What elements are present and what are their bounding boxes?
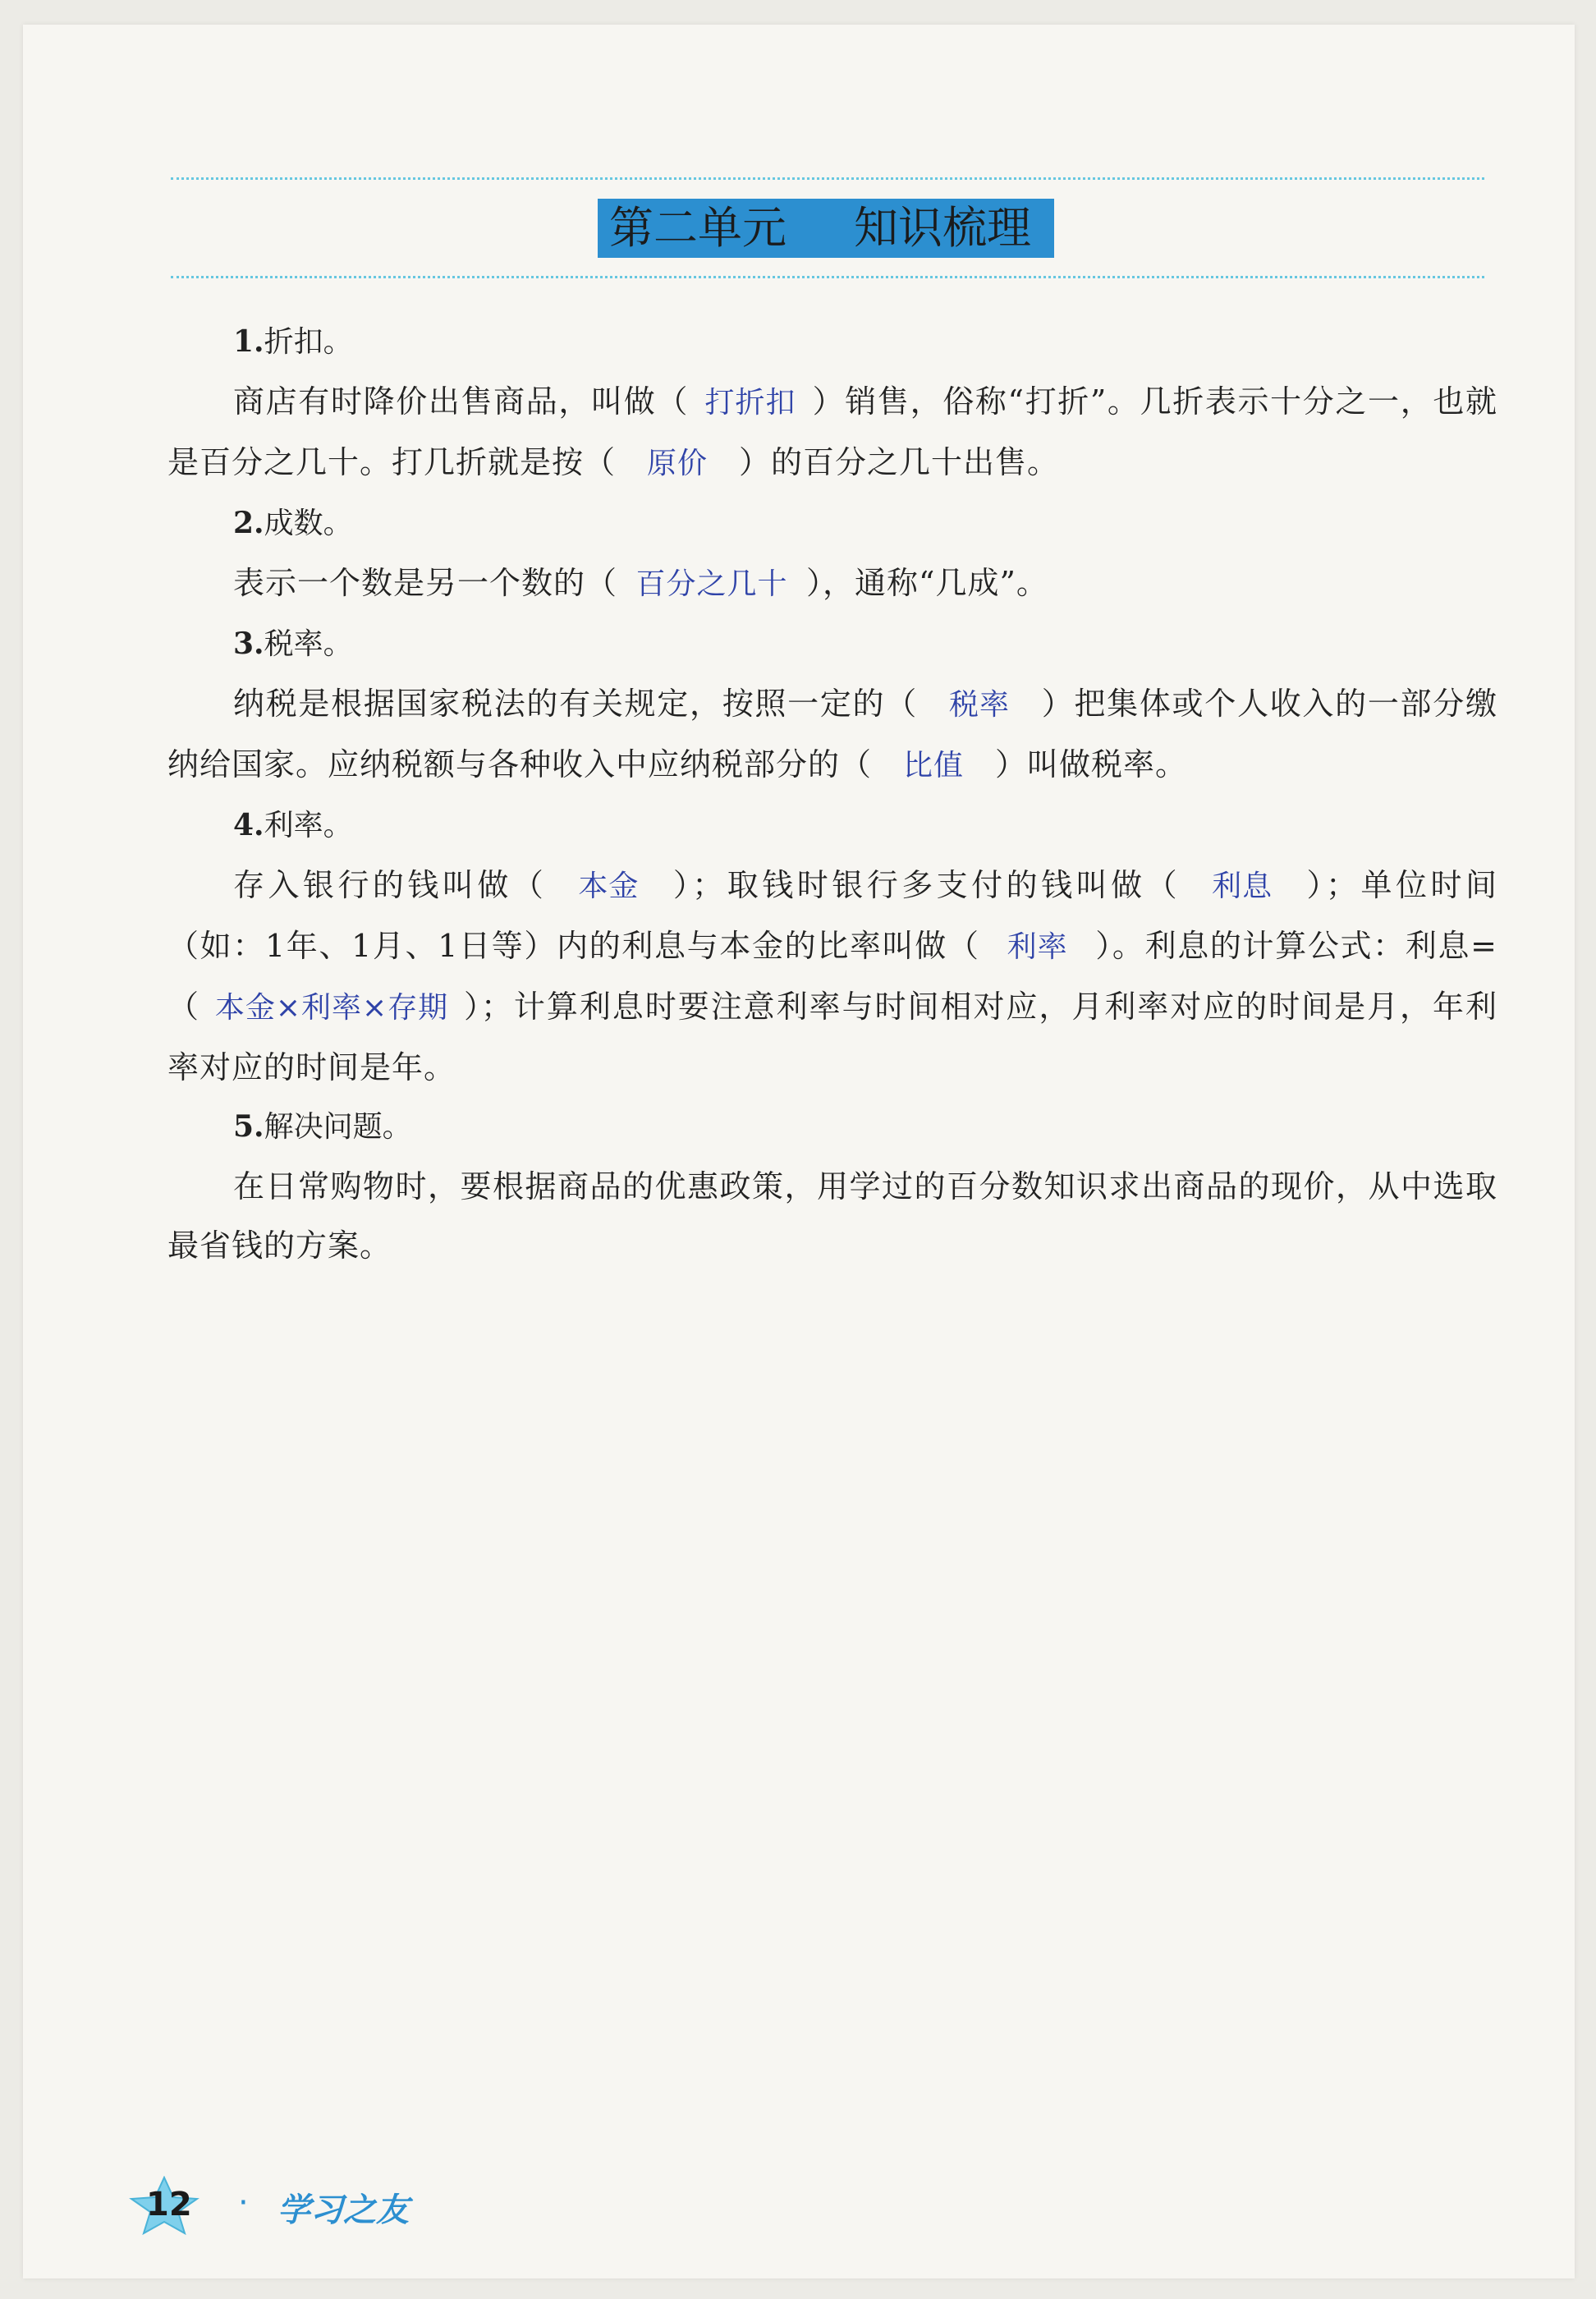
knowledge-summary (167, 312, 1497, 1275)
answer-blank: 税率 (948, 688, 1010, 722)
workbook-page (23, 25, 1575, 2278)
header-divider-bottom (171, 276, 1484, 278)
body-text: ）的百分之几十出售。 (739, 444, 1060, 480)
section-body-percentage (167, 553, 1497, 614)
footer-separator: · (238, 2184, 249, 2222)
answer-blank: 利率 (1007, 930, 1068, 964)
answer-blank: 原价 (647, 447, 709, 480)
body-text: ）。利息的计算公式：利息=（ (167, 928, 1497, 1025)
section-body-problem-solving (167, 1157, 1497, 1275)
section-title: 折扣。 (264, 325, 353, 359)
section-title: 成数。 (264, 507, 353, 540)
section-title: 利率。 (264, 809, 353, 842)
body-text: ）把集体或个人收入的一部分缴纳给国家。应纳税额与各种收入中应纳税部分的（ (167, 686, 1497, 782)
answer-blank: 打折扣 (704, 386, 796, 420)
body-text: ）；取钱时银行多支付的钱叫做（ (670, 867, 1181, 903)
body-text: ）；单位时间（如：1年、1月、1日等）内的利息与本金的比率叫做（ (167, 867, 1497, 964)
body-text: ）；计算利息时要注意利率与时间相对应，月利率对应的时间是月，年利率对应的时间是年。 (167, 989, 1497, 1085)
section-title: 税率。 (264, 627, 353, 661)
answer-blank: 百分之几十 (635, 567, 788, 601)
body-text: 商店有时降价出售商品，叫做（ (233, 383, 689, 420)
brand-logo: 学习之友 (277, 2191, 409, 2229)
body-text: 表示一个数是另一个数的（ (233, 565, 618, 601)
section-title: 解决问题。 (264, 1110, 412, 1144)
section-number: 3. (233, 626, 264, 661)
section-heading-percentage (167, 493, 1497, 553)
body-text: ），通称“几成”。 (806, 565, 1048, 601)
body-text: 纳税是根据国家税法的有关规定，按照一定的（ (233, 686, 918, 722)
answer-blank: 比值 (903, 749, 965, 782)
section-body-discount (167, 372, 1497, 493)
section-heading-problem-solving (167, 1097, 1497, 1157)
unit-title-part1: 第二单元 (609, 202, 787, 254)
section-number: 4. (233, 808, 264, 842)
body-text: ）叫做税率。 (995, 746, 1188, 782)
section-number: 1. (233, 324, 264, 359)
answer-blank: 本金×利率×存期 (214, 991, 449, 1025)
body-text: 存入银行的钱叫做（ (233, 867, 548, 903)
section-body-interest-rate (167, 856, 1497, 1097)
body-text: ）销售，俗称“打折”。几折表示十分之一，也就是百分之几十。打几折就是按（ (167, 383, 1497, 480)
section-heading-discount (167, 312, 1497, 372)
section-heading-interest-rate (167, 796, 1497, 856)
section-number: 5. (233, 1109, 264, 1144)
unit-title-banner (598, 199, 1054, 258)
section-body-tax-rate (167, 674, 1497, 796)
unit-title-part2: 知识梳理 (854, 202, 1031, 254)
page-number: 12 (146, 2186, 192, 2223)
section-number: 2. (233, 506, 264, 540)
header-divider-top (171, 177, 1484, 180)
answer-blank: 本金 (578, 870, 640, 903)
section-heading-tax-rate (167, 614, 1497, 674)
answer-blank: 利息 (1212, 870, 1273, 903)
body-text: 在日常购物时，要根据商品的优惠政策，用学过的百分数知识求出商品的现价，从中选取最省钱的方案。 (167, 1168, 1497, 1264)
